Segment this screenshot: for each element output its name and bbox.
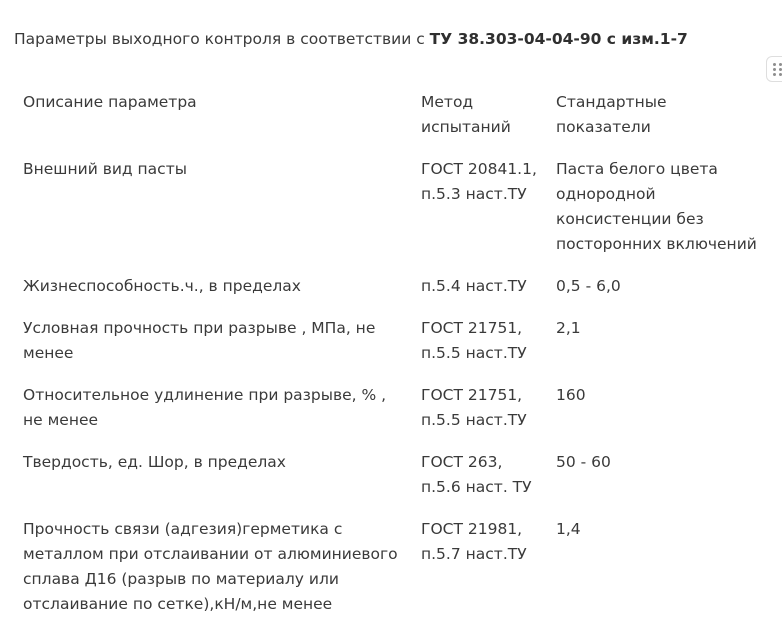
cell-method: ГОСТ 21751, п.5.5 наст.ТУ (421, 386, 527, 429)
table-row (23, 274, 766, 316)
table-header-row (23, 90, 766, 157)
cell-description: Относительное удлинение при разрыве, % , не менее (23, 386, 387, 429)
cell-method: ГОСТ 21981, п.5.7 наст.ТУ (421, 520, 527, 563)
cell-standard: Паста белого цвета однородной консистенции без посторонних включений (556, 160, 757, 253)
cell-standard: 50 - 60 (556, 453, 611, 471)
table-row (23, 383, 766, 450)
cell-standard: 0,5 - 6,0 (556, 277, 621, 295)
cell-standard: 160 (556, 386, 586, 404)
header-description: Описание параметра (23, 93, 197, 111)
title-prefix: Параметры выходного контроля в соответствии с (14, 30, 430, 48)
cell-description: Условная прочность при разрыве , МПа, не менее (23, 319, 376, 362)
cell-description: Твердость, ед. Шор, в пределах (23, 453, 286, 471)
cell-method: ГОСТ 21751, п.5.5 наст.ТУ (421, 319, 527, 362)
cell-method: п.5.4 наст.ТУ (421, 277, 527, 295)
page-title (14, 29, 688, 49)
header-standard: Стандартные показатели (556, 93, 667, 136)
cell-method: ГОСТ 20841.1, п.5.3 наст.ТУ (421, 160, 537, 203)
cell-description: Жизнеспособность.ч., в пределах (23, 277, 301, 295)
drag-handle[interactable] (766, 56, 782, 82)
cell-standard: 1,4 (556, 520, 581, 538)
table-row (23, 450, 766, 517)
cell-standard: 2,1 (556, 319, 581, 337)
title-spec: ТУ 38.303-04-04-90 с изм.1-7 (429, 30, 688, 48)
drag-handle-icon (773, 63, 782, 76)
table-row (23, 517, 766, 617)
header-method: Метод испытаний (421, 93, 511, 136)
cell-description: Прочность связи (адгезия)герметика с металлом при отслаивании от алюминиевого сплава Д16 (разрыв по материалу или отслаивание по сетке),кН/м,не менее (23, 520, 398, 613)
table-row (23, 316, 766, 383)
cell-method: ГОСТ 263, п.5.6 наст. ТУ (421, 453, 532, 496)
parameters-table (23, 90, 766, 617)
cell-description: Внешний вид пасты (23, 160, 187, 178)
table-row (23, 157, 766, 274)
